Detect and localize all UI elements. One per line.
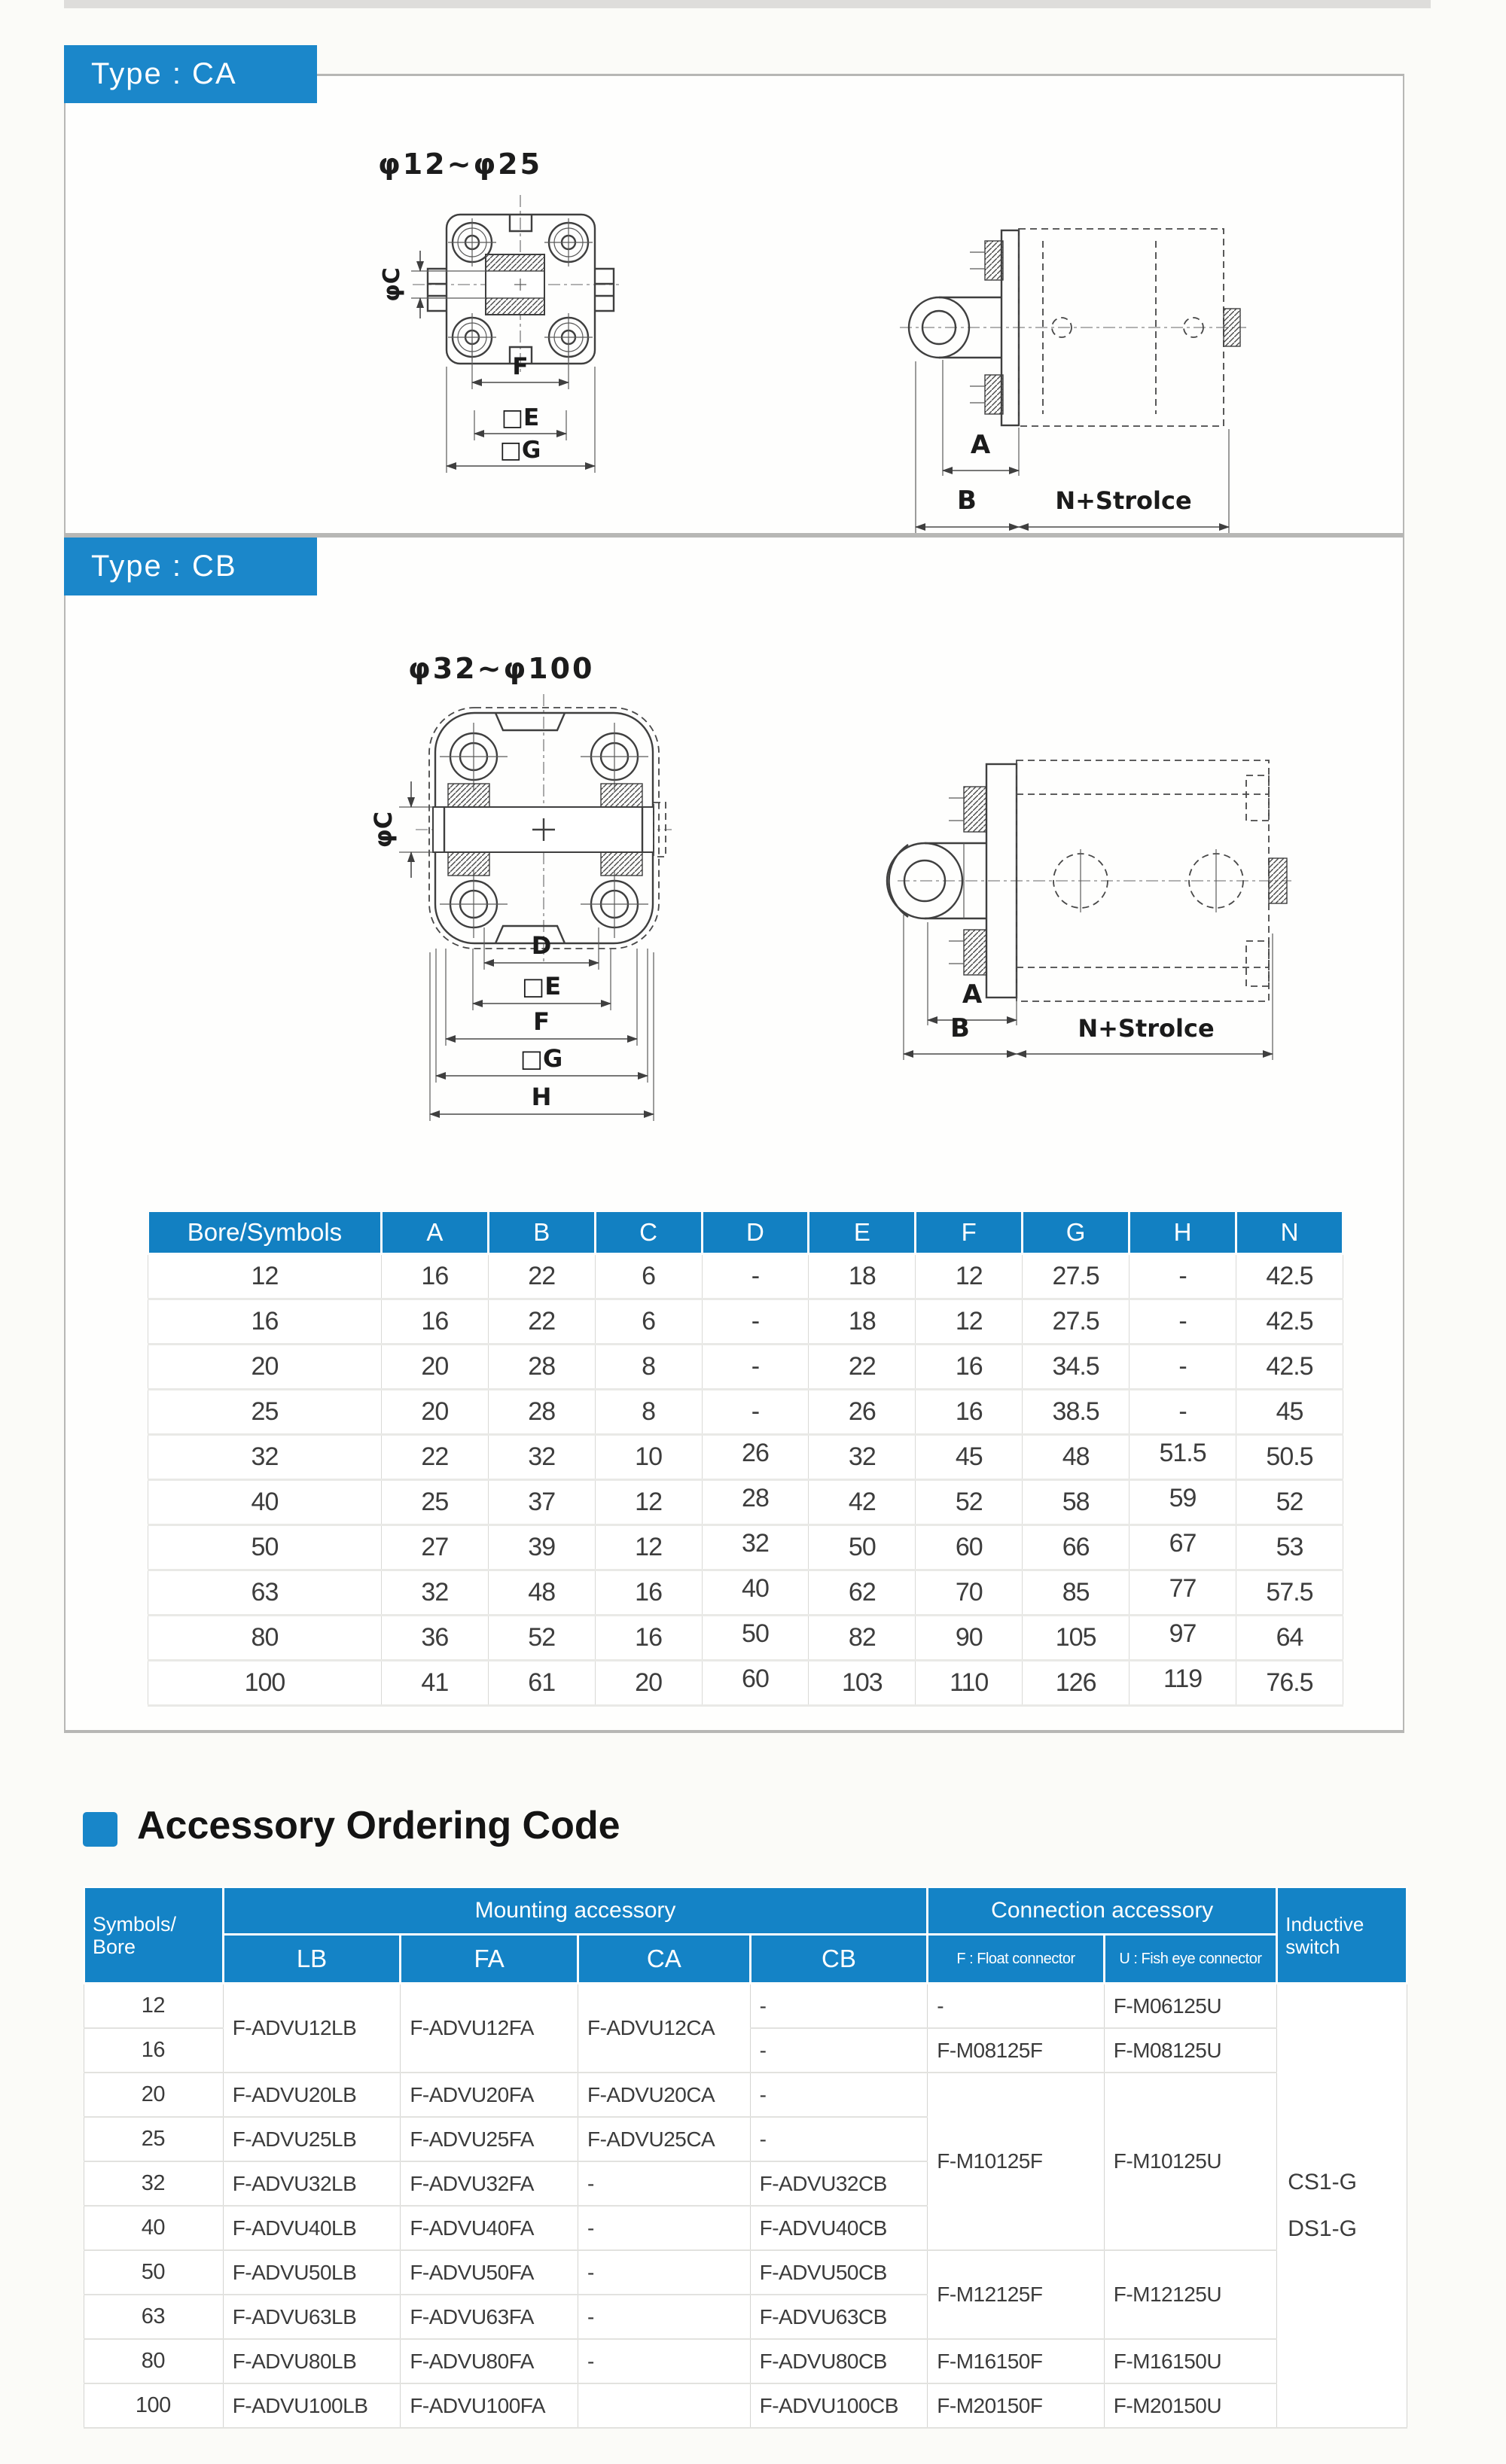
- cb-dim-label-phi-c: φC: [369, 811, 398, 848]
- dim-value-cell: 26: [702, 1435, 809, 1480]
- dim-value-cell: 8: [595, 1345, 702, 1390]
- dim-value-cell: 34.5: [1023, 1345, 1130, 1390]
- dim-value-cell: 32: [809, 1435, 916, 1480]
- cb-dim-label-b: B: [950, 1013, 970, 1043]
- dim-value-cell: 16: [595, 1570, 702, 1616]
- dim-value-cell: 22: [809, 1345, 916, 1390]
- accessory-bore-cell: 80: [84, 2339, 224, 2383]
- section-bullet-icon: [83, 1812, 117, 1847]
- dim-value-cell: 6: [595, 1299, 702, 1345]
- accessory-table-row: [84, 1984, 1407, 2029]
- accessory-value-cell: F-ADVU40FA: [401, 2206, 578, 2250]
- inductive-switch-header: [1277, 1887, 1407, 1984]
- dim-table-row: [148, 1254, 1343, 1299]
- dim-value-cell: -: [1130, 1299, 1236, 1345]
- accessory-table-group-header-row: [84, 1887, 1407, 1935]
- accessory-value-cell: F-ADVU50LB: [223, 2250, 401, 2295]
- accessory-value-cell: F-ADVU80CB: [750, 2339, 928, 2383]
- dim-column-header: E: [809, 1211, 916, 1254]
- dim-value-cell: 76.5: [1236, 1661, 1343, 1706]
- accessory-value-cell: F-ADVU32LB: [223, 2161, 401, 2206]
- dim-bore-cell: 40: [148, 1480, 382, 1525]
- cb-corner-hole: [440, 723, 508, 790]
- connection-accessory-header: Connection accessory: [928, 1887, 1277, 1935]
- dim-value-cell: 20: [381, 1390, 488, 1435]
- inductive-switch-value: DS1-G: [1288, 2216, 1357, 2241]
- symbols-bore-header: [84, 1887, 224, 1984]
- symbols-header-line: Symbols/: [93, 1912, 177, 1936]
- accessory-value-cell: F-ADVU100LB: [223, 2383, 401, 2428]
- dim-value-cell: 48: [1023, 1435, 1130, 1480]
- mounting-col-header: FA: [401, 1935, 578, 1984]
- dim-value-cell: 90: [916, 1616, 1023, 1661]
- connection-col-header: U : Fish eye connector: [1104, 1935, 1277, 1984]
- dim-value-cell: 70: [916, 1570, 1023, 1616]
- accessory-value-cell: F-ADVU20CA: [578, 2073, 750, 2117]
- dim-bore-cell: 100: [148, 1661, 382, 1706]
- cb-corner-hole: [581, 723, 648, 790]
- accessory-bore-cell: 20: [84, 2073, 224, 2117]
- dim-value-cell: 97: [1130, 1616, 1236, 1661]
- cb-dim-label-g: □G: [520, 1044, 563, 1073]
- dim-value-cell: -: [1130, 1345, 1236, 1390]
- ca-dim-label-n: N+Strolce: [1055, 486, 1192, 515]
- dim-bore-cell: 20: [148, 1345, 382, 1390]
- dim-value-cell: 28: [488, 1345, 595, 1390]
- dim-value-cell: 50: [702, 1616, 809, 1661]
- dim-value-cell: 38.5: [1023, 1390, 1130, 1435]
- dim-value-cell: -: [702, 1345, 809, 1390]
- dim-value-cell: 50: [809, 1525, 916, 1570]
- accessory-value-cell: F-M10125U: [1104, 2073, 1277, 2250]
- dim-value-cell: 105: [1023, 1616, 1130, 1661]
- dim-value-cell: -: [702, 1390, 809, 1435]
- accessory-bore-cell: 40: [84, 2206, 224, 2250]
- accessory-value-cell: -: [578, 2250, 750, 2295]
- dim-value-cell: 53: [1236, 1525, 1343, 1570]
- dim-value-cell: 10: [595, 1435, 702, 1480]
- dim-value-cell: 50.5: [1236, 1435, 1343, 1480]
- dim-value-cell: 6: [595, 1254, 702, 1299]
- type-ca-label: Type : CA: [64, 45, 317, 103]
- cb-bore-range: φ32~φ100: [408, 652, 595, 685]
- dim-value-cell: 12: [595, 1525, 702, 1570]
- dim-value-cell: 103: [809, 1661, 916, 1706]
- dim-bore-cell: 50: [148, 1525, 382, 1570]
- accessory-value-cell: -: [578, 2339, 750, 2383]
- dim-value-cell: 39: [488, 1525, 595, 1570]
- accessory-value-cell: -: [750, 2117, 928, 2161]
- accessory-value-cell: -: [578, 2206, 750, 2250]
- dim-value-cell: 28: [702, 1480, 809, 1525]
- accessory-value-cell: F-M20150U: [1104, 2383, 1277, 2428]
- dim-value-cell: 25: [381, 1480, 488, 1525]
- dim-value-cell: 62: [809, 1570, 916, 1616]
- accessory-value-cell: F-M06125U: [1104, 1984, 1277, 2029]
- ca-dim-label-phi-c: φC: [379, 267, 405, 302]
- accessory-value-cell: F-ADVU32FA: [401, 2161, 578, 2206]
- dimension-table-header-row: [148, 1211, 1343, 1254]
- cb-dim-label-n: N+Strolce: [1078, 1014, 1215, 1043]
- dim-table-row: [148, 1435, 1343, 1480]
- dim-value-cell: 126: [1023, 1661, 1130, 1706]
- accessory-value-cell: F-M20150F: [928, 2383, 1104, 2428]
- accessory-bore-cell: 16: [84, 2028, 224, 2073]
- accessory-value-cell: F-ADVU63CB: [750, 2295, 928, 2339]
- dim-value-cell: 51.5: [1130, 1435, 1236, 1480]
- dim-column-header: N: [1236, 1211, 1343, 1254]
- dim-value-cell: 16: [916, 1390, 1023, 1435]
- cb-corner-hole: [440, 870, 508, 938]
- dim-value-cell: 57.5: [1236, 1570, 1343, 1616]
- ca-side-view-drawing: [881, 211, 1250, 531]
- accessory-value-cell: F-ADVU25CA: [578, 2117, 750, 2161]
- dim-value-cell: -: [1130, 1254, 1236, 1299]
- dim-table-row: [148, 1570, 1343, 1616]
- dim-column-header: A: [381, 1211, 488, 1254]
- accessory-table: [83, 1886, 1408, 2429]
- accessory-value-cell: -: [928, 1984, 1104, 2029]
- cb-dim-label-h: H: [531, 1083, 552, 1111]
- dimension-table: [147, 1210, 1344, 1707]
- dim-bore-cell: 25: [148, 1390, 382, 1435]
- accessory-value-cell: F-ADVU63FA: [401, 2295, 578, 2339]
- dim-value-cell: -: [702, 1254, 809, 1299]
- dim-value-cell: 22: [381, 1435, 488, 1480]
- dim-value-cell: 60: [702, 1661, 809, 1706]
- inductive-switch-cell: [1277, 1984, 1407, 2429]
- ca-dim-label-f: F: [512, 353, 529, 380]
- accessory-value-cell: -: [750, 1984, 928, 2029]
- dim-value-cell: 27.5: [1023, 1299, 1130, 1345]
- accessory-value-cell: F-ADVU25FA: [401, 2117, 578, 2161]
- accessory-value-cell: -: [578, 2295, 750, 2339]
- accessory-table-row: [84, 2250, 1407, 2295]
- accessory-value-cell: F-M12125U: [1104, 2250, 1277, 2339]
- cb-dim-label-a: A: [962, 979, 983, 1010]
- accessory-value-cell: F-ADVU100FA: [401, 2383, 578, 2428]
- accessory-value-cell: F-M08125F: [928, 2028, 1104, 2073]
- accessory-value-cell: F-ADVU20LB: [223, 2073, 401, 2117]
- dim-table-row: [148, 1390, 1343, 1435]
- accessory-value-cell: F-M12125F: [928, 2250, 1104, 2339]
- dim-table-row: [148, 1480, 1343, 1525]
- accessory-bore-cell: 12: [84, 1984, 224, 2029]
- accessory-value-cell: F-ADVU63LB: [223, 2295, 401, 2339]
- dim-column-header: D: [702, 1211, 809, 1254]
- mounting-accessory-header: Mounting accessory: [223, 1887, 928, 1935]
- dim-value-cell: 52: [916, 1480, 1023, 1525]
- dim-column-header: G: [1023, 1211, 1130, 1254]
- accessory-value-cell: [578, 2383, 750, 2428]
- dim-value-cell: 42.5: [1236, 1345, 1343, 1390]
- dim-value-cell: 52: [1236, 1480, 1343, 1525]
- dim-value-cell: 12: [916, 1254, 1023, 1299]
- dim-value-cell: 60: [916, 1525, 1023, 1570]
- dim-value-cell: 42.5: [1236, 1254, 1343, 1299]
- dim-value-cell: 28: [488, 1390, 595, 1435]
- dim-value-cell: 22: [488, 1254, 595, 1299]
- dim-value-cell: 12: [916, 1299, 1023, 1345]
- accessory-value-cell: -: [750, 2028, 928, 2073]
- accessory-table-row: [84, 2339, 1407, 2383]
- cb-dim-label-f: F: [533, 1007, 550, 1036]
- dim-value-cell: 42.5: [1236, 1299, 1343, 1345]
- dim-value-cell: 12: [595, 1480, 702, 1525]
- dim-value-cell: -: [1130, 1390, 1236, 1435]
- dim-bore-cell: 16: [148, 1299, 382, 1345]
- accessory-bore-cell: 25: [84, 2117, 224, 2161]
- accessory-value-cell: F-ADVU12FA: [401, 1984, 578, 2073]
- dim-value-cell: 16: [595, 1616, 702, 1661]
- accessory-section-title: Accessory Ordering Code: [137, 1804, 620, 1847]
- accessory-bore-cell: 100: [84, 2383, 224, 2428]
- ca-dim-label-a: A: [970, 430, 991, 460]
- accessory-value-cell: -: [750, 2073, 928, 2117]
- accessory-value-cell: F-ADVU50CB: [750, 2250, 928, 2295]
- dim-bore-cell: 63: [148, 1570, 382, 1616]
- dim-value-cell: 45: [1236, 1390, 1343, 1435]
- dim-value-cell: 61: [488, 1661, 595, 1706]
- inductive-header-line: Inductive: [1285, 1912, 1364, 1936]
- mounting-col-header: CA: [578, 1935, 750, 1984]
- accessory-table-sub-header-row: [84, 1935, 1407, 1984]
- dim-value-cell: 16: [381, 1299, 488, 1345]
- switch-header-line: switch: [1285, 1935, 1340, 1958]
- dim-value-cell: 45: [916, 1435, 1023, 1480]
- ca-bore-range: φ12~φ25: [378, 148, 543, 181]
- dim-value-cell: 36: [381, 1616, 488, 1661]
- dim-value-cell: 58: [1023, 1480, 1130, 1525]
- dim-column-header: H: [1130, 1211, 1236, 1254]
- dim-value-cell: 110: [916, 1661, 1023, 1706]
- dim-value-cell: 27.5: [1023, 1254, 1130, 1299]
- dim-value-cell: 8: [595, 1390, 702, 1435]
- dim-value-cell: 59: [1130, 1480, 1236, 1525]
- accessory-table-row: [84, 2383, 1407, 2428]
- dim-value-cell: 18: [809, 1254, 916, 1299]
- bore-header-line: Bore: [93, 1935, 136, 1958]
- accessory-value-cell: F-ADVU100CB: [750, 2383, 928, 2428]
- dim-value-cell: 16: [916, 1345, 1023, 1390]
- accessory-bore-cell: 50: [84, 2250, 224, 2295]
- accessory-value-cell: F-M10125F: [928, 2073, 1104, 2250]
- dim-table-row: [148, 1661, 1343, 1706]
- ca-dim-label-e: □E: [501, 404, 540, 431]
- dim-column-header: Bore/Symbols: [148, 1211, 382, 1254]
- dim-bore-cell: 12: [148, 1254, 382, 1299]
- accessory-value-cell: F-ADVU12LB: [223, 1984, 401, 2073]
- dim-value-cell: 18: [809, 1299, 916, 1345]
- mounting-col-header: LB: [223, 1935, 401, 1984]
- dim-table-row: [148, 1616, 1343, 1661]
- accessory-value-cell: F-ADVU20FA: [401, 2073, 578, 2117]
- dim-table-row: [148, 1345, 1343, 1390]
- dim-value-cell: 82: [809, 1616, 916, 1661]
- accessory-bore-cell: 63: [84, 2295, 224, 2339]
- connection-col-header: F : Float connector: [928, 1935, 1104, 1984]
- dim-value-cell: 20: [595, 1661, 702, 1706]
- dim-column-header: B: [488, 1211, 595, 1254]
- dim-column-header: F: [916, 1211, 1023, 1254]
- cb-corner-hole: [581, 870, 648, 938]
- accessory-value-cell: -: [578, 2161, 750, 2206]
- ca-corner-hole: [544, 218, 593, 267]
- cb-front-view-drawing: [369, 693, 678, 1129]
- dim-value-cell: 27: [381, 1525, 488, 1570]
- accessory-bore-cell: 32: [84, 2161, 224, 2206]
- accessory-value-cell: F-ADVU80LB: [223, 2339, 401, 2383]
- page-top-strip: [64, 0, 1431, 8]
- dim-value-cell: 32: [381, 1570, 488, 1616]
- type-cb-label: Type : CB: [64, 538, 317, 595]
- ca-dim-label-b: B: [957, 486, 977, 516]
- dim-bore-cell: 80: [148, 1616, 382, 1661]
- dim-value-cell: 32: [488, 1435, 595, 1480]
- accessory-table-row: [84, 2073, 1407, 2117]
- dim-value-cell: 41: [381, 1661, 488, 1706]
- dim-value-cell: 16: [381, 1254, 488, 1299]
- mounting-col-header: CB: [750, 1935, 928, 1984]
- dim-value-cell: 42: [809, 1480, 916, 1525]
- dim-value-cell: 40: [702, 1570, 809, 1616]
- dim-value-cell: 64: [1236, 1616, 1343, 1661]
- accessory-value-cell: F-ADVU40CB: [750, 2206, 928, 2250]
- dim-value-cell: 37: [488, 1480, 595, 1525]
- dim-value-cell: 26: [809, 1390, 916, 1435]
- dim-value-cell: 52: [488, 1616, 595, 1661]
- dim-value-cell: -: [702, 1299, 809, 1345]
- dim-value-cell: 22: [488, 1299, 595, 1345]
- ca-dim-label-g: □G: [499, 437, 541, 464]
- accessory-value-cell: F-ADVU80FA: [401, 2339, 578, 2383]
- accessory-value-cell: F-M08125U: [1104, 2028, 1277, 2073]
- ca-front-view-drawing: [369, 184, 625, 486]
- accessory-value-cell: F-ADVU32CB: [750, 2161, 928, 2206]
- dim-value-cell: 77: [1130, 1570, 1236, 1616]
- dim-column-header: C: [595, 1211, 702, 1254]
- dim-value-cell: 66: [1023, 1525, 1130, 1570]
- accessory-value-cell: F-ADVU12CA: [578, 1984, 750, 2073]
- dim-value-cell: 48: [488, 1570, 595, 1616]
- dim-value-cell: 32: [702, 1525, 809, 1570]
- accessory-value-cell: F-M16150U: [1104, 2339, 1277, 2383]
- dim-value-cell: 67: [1130, 1525, 1236, 1570]
- cb-side-view-drawing: [889, 753, 1295, 1077]
- accessory-value-cell: F-ADVU25LB: [223, 2117, 401, 2161]
- dim-table-row: [148, 1525, 1343, 1570]
- dim-table-row: [148, 1299, 1343, 1345]
- dim-value-cell: 119: [1130, 1661, 1236, 1706]
- cb-dim-label-e: □E: [521, 972, 562, 1001]
- accessory-value-cell: F-ADVU50FA: [401, 2250, 578, 2295]
- dim-bore-cell: 32: [148, 1435, 382, 1480]
- cb-dim-label-d: D: [531, 931, 552, 960]
- accessory-value-cell: F-ADVU40LB: [223, 2206, 401, 2250]
- inductive-switch-value: CS1-G: [1288, 2170, 1357, 2194]
- accessory-value-cell: F-M16150F: [928, 2339, 1104, 2383]
- dim-value-cell: 85: [1023, 1570, 1130, 1616]
- dim-value-cell: 20: [381, 1345, 488, 1390]
